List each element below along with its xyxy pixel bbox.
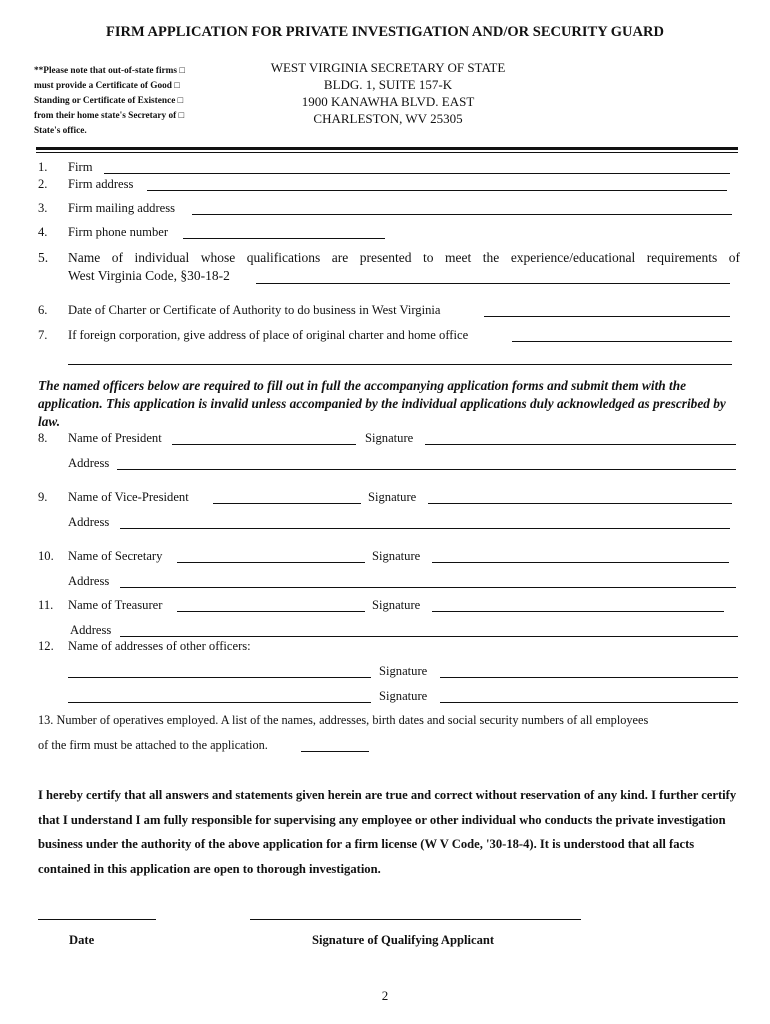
treasurer-address-label: Address [70, 623, 112, 637]
secretary-address-label: Address [68, 574, 110, 588]
secretary-label: Name of Secretary [68, 549, 163, 563]
mailing-address-field[interactable] [192, 214, 732, 215]
treasurer-address-field[interactable] [120, 636, 738, 637]
office-address-line-3: 1900 KANAWHA BLVD. EAST [301, 94, 475, 109]
date-field[interactable] [38, 919, 156, 920]
president-name-field[interactable] [172, 444, 356, 445]
office-address-line-1: WEST VIRGINIA SECRETARY OF STATE [270, 60, 506, 75]
applicant-signature-label: Signature of Qualifying Applicant [312, 933, 495, 947]
item-number-3: 3. [38, 201, 48, 215]
qualifications-code-label: West Virginia Code, §30-18-2 [68, 268, 230, 283]
charter-date-label: Date of Charter or Certificate of Authority to do business in West Virginia [68, 303, 441, 317]
treasurer-name-field[interactable] [177, 611, 365, 612]
secretary-signature-label: Signature [372, 549, 421, 563]
phone-label: Firm phone number [68, 225, 169, 239]
president-address-label: Address [68, 456, 110, 470]
firm-label: Firm [68, 160, 93, 174]
operatives-count-field[interactable] [301, 751, 369, 752]
president-signature-field[interactable] [425, 444, 736, 445]
phone-field[interactable] [183, 238, 385, 239]
foreign-corp-field[interactable] [512, 341, 732, 342]
item-number-9: 9. [38, 490, 48, 504]
operatives-label: 13. Number of operatives employed. A list of the names, addresses, birth dates and social security numbers of all employees [38, 713, 649, 727]
vice-president-address-field[interactable] [120, 528, 730, 529]
page-number: 2 [381, 988, 389, 1003]
note-line-3: Standing or Certificate of Existence □ [34, 96, 184, 106]
other-officer-1-name-field[interactable] [68, 677, 371, 678]
item-number-8: 8. [38, 431, 48, 445]
operatives-attach-label: of the firm must be attached to the application. [38, 738, 268, 752]
other-officer-2-signature-field[interactable] [440, 702, 738, 703]
vice-president-address-label: Address [68, 515, 110, 529]
president-signature-label: Signature [365, 431, 414, 445]
vice-president-label: Name of Vice-President [68, 490, 189, 504]
officers-notice: The named officers below are required to fill out in full the accompanying application forms and submit them with the application. This application is invalid unless accompanied by the individual applications duly acknowledged as prescribed by law. [38, 378, 726, 429]
vice-president-name-field[interactable] [213, 503, 361, 504]
applicant-signature-field[interactable] [250, 919, 581, 920]
vice-president-signature-field[interactable] [428, 503, 732, 504]
treasurer-label: Name of Treasurer [68, 598, 163, 612]
secretary-address-field[interactable] [120, 587, 736, 588]
note-line-2: must provide a Certificate of Good □ [34, 81, 180, 91]
note-line-5: State's office. [34, 126, 87, 136]
qualifications-label: Name of individual whose qualifications are presented to meet the experience/educational requirements of [68, 250, 740, 265]
other-officer-1-signature-field[interactable] [440, 677, 738, 678]
item-number-1: 1. [38, 160, 48, 174]
item-number-5: 5. [38, 250, 49, 265]
header-divider-thick [36, 147, 738, 150]
mailing-address-label: Firm mailing address [68, 201, 176, 215]
item-number-6: 6. [38, 303, 48, 317]
qualified-individual-field[interactable] [256, 283, 730, 284]
secretary-name-field[interactable] [177, 562, 365, 563]
date-label: Date [69, 933, 95, 947]
foreign-corp-label: If foreign corporation, give address of place of original charter and home office [68, 328, 469, 342]
secretary-signature-field[interactable] [432, 562, 729, 563]
firm-address-label: Firm address [68, 177, 134, 191]
charter-date-field[interactable] [484, 316, 730, 317]
other-officer-1-signature-label: Signature [379, 664, 428, 678]
item-number-12: 12. [38, 639, 54, 653]
treasurer-signature-field[interactable] [432, 611, 724, 612]
other-officers-label: Name of addresses of other officers: [68, 639, 251, 653]
vice-president-signature-label: Signature [368, 490, 417, 504]
treasurer-signature-label: Signature [372, 598, 421, 612]
note-line-4: from their home state's Secretary of □ [34, 111, 185, 121]
item-number-7: 7. [38, 328, 48, 342]
other-officer-2-signature-label: Signature [379, 689, 428, 703]
office-address-line-4: CHARLESTON, WV 25305 [313, 111, 463, 126]
firm-address-field[interactable] [147, 190, 727, 191]
item-number-4: 4. [38, 225, 48, 239]
president-address-field[interactable] [117, 469, 736, 470]
form-title: FIRM APPLICATION FOR PRIVATE INVESTIGATION AND/OR SECURITY GUARD [106, 24, 664, 40]
office-address-line-2: BLDG. 1, SUITE 157-K [323, 77, 453, 92]
item-number-11: 11. [38, 598, 54, 612]
item-number-2: 2. [38, 177, 48, 191]
certification-statement: I hereby certify that all answers and statements given herein are true and correct without reservation of any kind. I further certify that I understand I am fully responsible for supervising any employee or other individual who conducts the private investigation business under the authority of the above application for a firm license (W V Code, '30-18-4). It is understood that all facts contained in this application are open to thorough investigation. [38, 788, 737, 876]
other-officer-2-name-field[interactable] [68, 702, 371, 703]
item-number-10: 10. [38, 549, 54, 563]
foreign-corp-field-2[interactable] [68, 364, 732, 365]
note-line-1: **Please note that out-of-state firms □ [34, 66, 185, 76]
president-label: Name of President [68, 431, 162, 445]
firm-name-field[interactable] [104, 173, 730, 174]
header-divider-thin [36, 152, 738, 153]
